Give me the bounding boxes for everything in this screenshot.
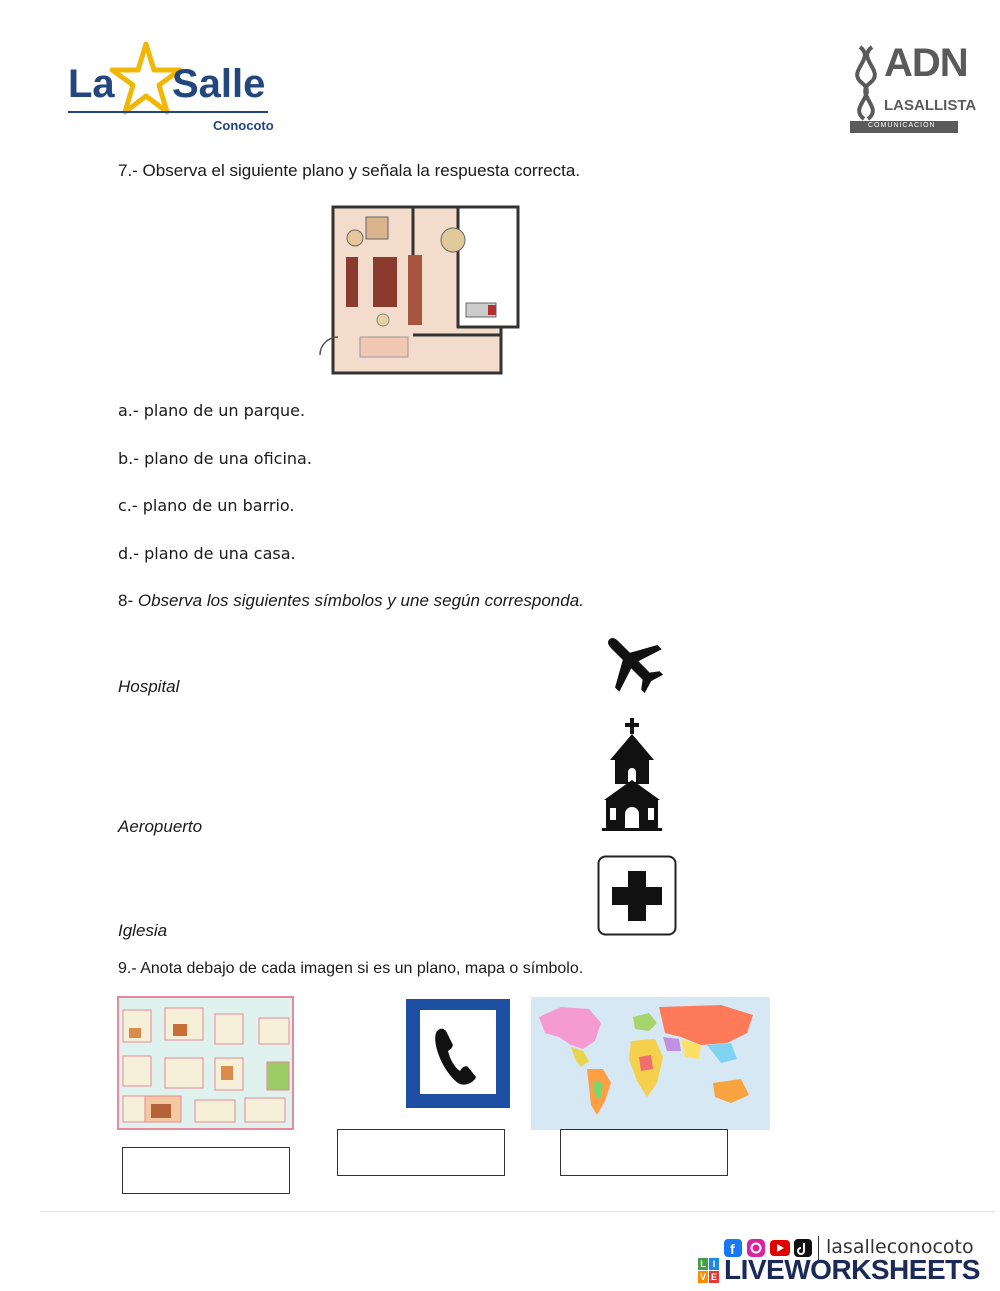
live-letter-i: I — [709, 1258, 719, 1270]
question-8-number: 8- — [118, 591, 134, 610]
word-hospital[interactable]: Hospital — [118, 677, 180, 696]
question-7-prompt: 7.- Observa el siguiente plano y señala la respuesta correcta. — [118, 161, 581, 180]
church-icon — [598, 716, 666, 832]
question-8-text: Observa los siguientes símbolos y une según corresponda. — [137, 591, 584, 610]
answer-box-3[interactable] — [560, 1129, 728, 1176]
school-name-left: La — [68, 62, 115, 106]
live-letter-v: V — [699, 1272, 706, 1282]
campus-label: Conocoto — [213, 118, 274, 133]
social-handle[interactable]: lasalleconocoto — [826, 1236, 974, 1258]
question-9-prompt: 9.- Anota debajo de cada imagen si es un plano, mapa o símbolo. — [118, 960, 584, 977]
answer-box-1[interactable] — [122, 1147, 290, 1194]
svg-text:f: f — [730, 1241, 735, 1257]
badge-title: ADN — [884, 41, 968, 85]
school-name-right: Salle — [172, 62, 266, 106]
airplane-icon — [598, 628, 666, 696]
option-b[interactable]: b.- plano de una oficina. — [118, 449, 312, 468]
telephone-icon — [404, 997, 512, 1110]
footer-divider — [40, 1211, 995, 1212]
badge-tag: COMUNICACIÓN — [868, 122, 936, 129]
floor-plan-image — [318, 205, 523, 375]
house-floor-plan — [318, 205, 523, 375]
word-aeropuerto[interactable]: Aeropuerto — [118, 817, 203, 836]
badge-subtitle: LASALLISTA — [884, 97, 977, 114]
live-letter-e: E — [710, 1272, 717, 1282]
live-letter-blocks — [698, 1258, 720, 1284]
option-c[interactable]: c.- plano de un barrio. — [118, 496, 295, 515]
lasalle-logo — [68, 40, 273, 135]
live-letter-l: L — [698, 1258, 708, 1270]
liveworksheets-brand[interactable]: LIVEWORKSHEETS — [724, 1254, 980, 1285]
answer-box-2[interactable] — [337, 1129, 505, 1176]
church-symbol[interactable] — [598, 716, 666, 832]
world-map-image — [531, 997, 770, 1130]
option-a[interactable]: a.- plano de un parque. — [118, 401, 306, 420]
medical-cross-icon — [597, 855, 677, 936]
hospital-symbol[interactable] — [597, 855, 677, 936]
airplane-symbol[interactable] — [598, 628, 666, 696]
word-iglesia[interactable]: Iglesia — [118, 921, 168, 940]
adn-badge — [850, 41, 977, 133]
phone-sign-image — [404, 997, 512, 1110]
option-d[interactable]: d.- plano de una casa. — [118, 544, 296, 563]
neighborhood-plan-image — [117, 996, 294, 1130]
question-8-prompt — [118, 591, 584, 611]
